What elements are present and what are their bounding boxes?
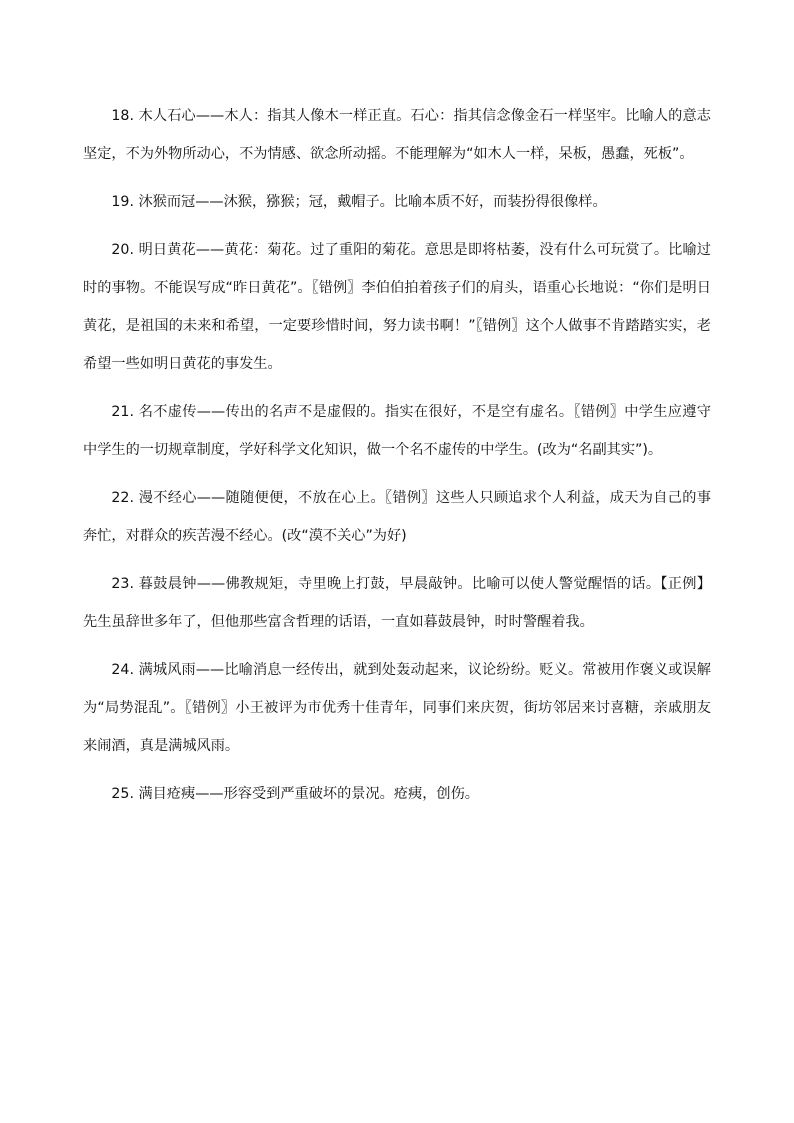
idiom-entry-24: 24. 满城风雨——比喻消息一经传出，就到处轰动起来，议论纷纷。贬义。常被用作褒义或误解为“局势混乱”。〖错例〗小王被评为市优秀十佳青年，同事们来庆贺，街坊邻居来讨喜糖，亲戚朋友来闹酒，真是满城风雨。 — [83, 662, 711, 754]
idiom-entry-18: 18. 木人石心——木人：指其人像木一样正直。石心：指其信念像金石一样坚牢。比喻人的意志坚定，不为外物所动心，不为情感、欲念所动摇。不能理解为“如木人一样，呆板，愚蠢，死板”。 — [83, 108, 711, 162]
idiom-entry-19: 19. 沐猴而冠——沐猴，猕猴；冠，戴帽子。比喻本质不好，而装扮得很像样。 — [111, 194, 607, 210]
idiom-entry-21: 21. 名不虚传——传出的名声不是虚假的。指实在很好，不是空有虚名。〖错例〗中学生应遵守中学生的一切规章制度，学好科学文化知识，做一个名不虚传的中学生。(改为“名副其实”)。 — [83, 404, 711, 458]
idiom-entry-20: 20. 明日黄花——黄花：菊花。过了重阳的菊花。意思是即将枯萎，没有什么可玩赏了。比喻过时的事物。不能误写成“昨日黄花”。〖错例〗李伯伯拍着孩子们的肩头，语重心长地说：“你们是明日黄花，是祖国的未来和希望，一定要珍惜时间，努力读书啊！”〖错例〗这个人做事不肯踏踏实实，老希望一些如明日黄花的事发生。 — [83, 242, 711, 372]
idiom-entry-22: 22. 漫不经心——随随便便，不放在心上。〖错例〗这些人只顾追求个人利益，成天为自己的事奔忙，对群众的疾苦漫不经心。(改“漠不关心”为好) — [83, 490, 711, 544]
idiom-entry-25: 25. 满目疮痍——形容受到严重破坏的景况。疮痍，创伤。 — [111, 786, 479, 802]
idiom-entry-23: 23. 暮鼓晨钟——佛教规矩，寺里晚上打鼓，早晨敲钟。比喻可以使人警觉醒悟的话。【正例】先生虽辞世多年了，但他那些富含哲理的话语，一直如暮鼓晨钟，时时警醒着我。 — [83, 576, 711, 630]
document-body — [83, 97, 711, 823]
